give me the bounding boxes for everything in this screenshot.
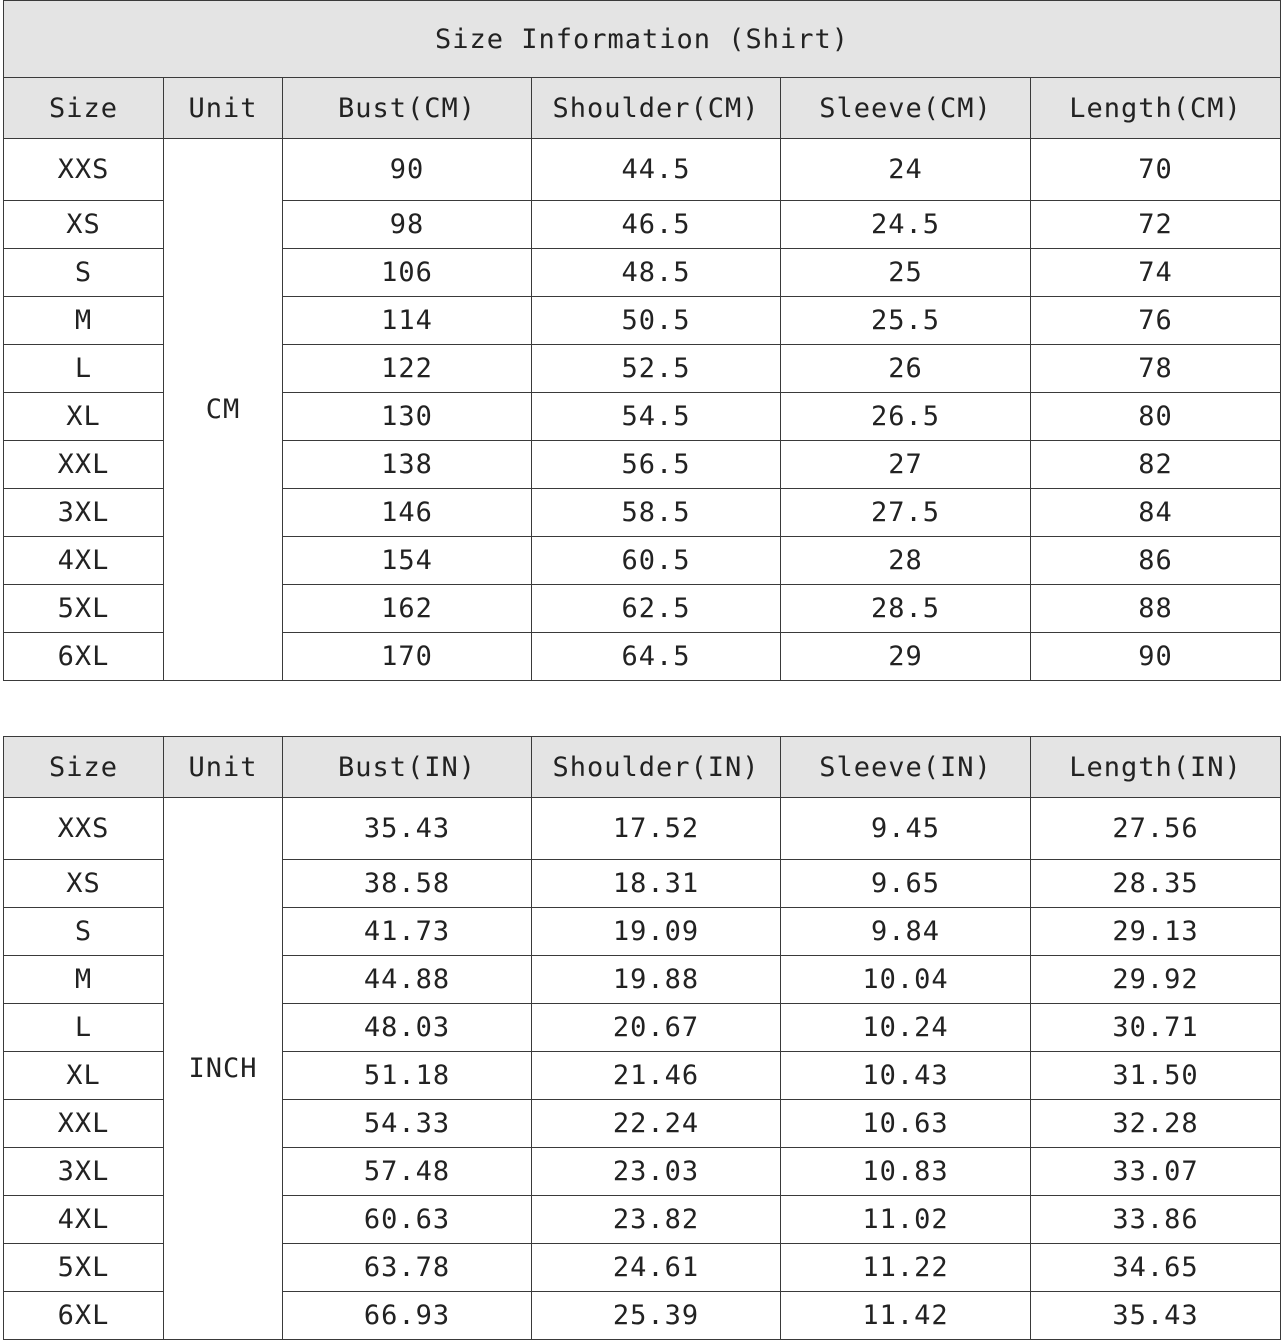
cell-sleeve: 10.04 xyxy=(781,956,1031,1004)
cell-length: 33.07 xyxy=(1031,1148,1281,1196)
header-cell: Sleeve(IN) xyxy=(781,737,1031,798)
cell-size: 5XL xyxy=(4,585,164,633)
header-cell: Shoulder(IN) xyxy=(532,737,781,798)
cell-length: 74 xyxy=(1031,249,1281,297)
cell-sleeve: 11.42 xyxy=(781,1292,1031,1340)
cell-length: 33.86 xyxy=(1031,1196,1281,1244)
cell-sleeve: 9.84 xyxy=(781,908,1031,956)
cell-size: XXS xyxy=(4,139,164,201)
cell-sleeve: 26.5 xyxy=(781,393,1031,441)
cell-length: 35.43 xyxy=(1031,1292,1281,1340)
header-cell: Unit xyxy=(164,737,283,798)
cell-sleeve: 27.5 xyxy=(781,489,1031,537)
cell-length: 90 xyxy=(1031,633,1281,681)
table-row xyxy=(4,139,1281,201)
cell-bust: 170 xyxy=(283,633,532,681)
cell-size: S xyxy=(4,908,164,956)
cell-sleeve: 11.02 xyxy=(781,1196,1031,1244)
cell-shoulder: 58.5 xyxy=(532,489,781,537)
table-row xyxy=(4,798,1281,860)
cell-bust: 57.48 xyxy=(283,1148,532,1196)
cell-length: 29.13 xyxy=(1031,908,1281,956)
cell-bust: 48.03 xyxy=(283,1004,532,1052)
cell-size: 4XL xyxy=(4,537,164,585)
cell-bust: 114 xyxy=(283,297,532,345)
cell-length: 78 xyxy=(1031,345,1281,393)
header-cell: Length(CM) xyxy=(1031,78,1281,139)
header-cell: Length(IN) xyxy=(1031,737,1281,798)
cell-length: 31.50 xyxy=(1031,1052,1281,1100)
cell-size: XL xyxy=(4,1052,164,1100)
cell-sleeve: 28 xyxy=(781,537,1031,585)
cell-shoulder: 52.5 xyxy=(532,345,781,393)
cell-sleeve: 11.22 xyxy=(781,1244,1031,1292)
cell-sleeve: 24 xyxy=(781,139,1031,201)
cell-sleeve: 10.63 xyxy=(781,1100,1031,1148)
cell-size: M xyxy=(4,297,164,345)
cell-length: 32.28 xyxy=(1031,1100,1281,1148)
cell-shoulder: 23.03 xyxy=(532,1148,781,1196)
cell-shoulder: 17.52 xyxy=(532,798,781,860)
cell-sleeve: 26 xyxy=(781,345,1031,393)
header-cell: Bust(IN) xyxy=(283,737,532,798)
cell-size: XXL xyxy=(4,441,164,489)
cell-length: 70 xyxy=(1031,139,1281,201)
cell-bust: 66.93 xyxy=(283,1292,532,1340)
cell-sleeve: 24.5 xyxy=(781,201,1031,249)
header-cell: Sleeve(CM) xyxy=(781,78,1031,139)
cell-bust: 138 xyxy=(283,441,532,489)
cell-size: XS xyxy=(4,860,164,908)
cell-shoulder: 23.82 xyxy=(532,1196,781,1244)
cell-bust: 60.63 xyxy=(283,1196,532,1244)
cell-bust: 162 xyxy=(283,585,532,633)
cell-length: 27.56 xyxy=(1031,798,1281,860)
cell-bust: 130 xyxy=(283,393,532,441)
cell-sleeve: 9.65 xyxy=(781,860,1031,908)
cell-sleeve: 25.5 xyxy=(781,297,1031,345)
header-row xyxy=(4,737,1281,798)
cell-size: XS xyxy=(4,201,164,249)
header-cell: Unit xyxy=(164,78,283,139)
cell-bust: 51.18 xyxy=(283,1052,532,1100)
cell-size: L xyxy=(4,1004,164,1052)
cell-shoulder: 50.5 xyxy=(532,297,781,345)
cell-size: 6XL xyxy=(4,1292,164,1340)
cell-bust: 54.33 xyxy=(283,1100,532,1148)
cell-shoulder: 46.5 xyxy=(532,201,781,249)
cell-size: M xyxy=(4,956,164,1004)
cell-length: 82 xyxy=(1031,441,1281,489)
unit-cell: CM xyxy=(164,139,283,681)
cell-length: 30.71 xyxy=(1031,1004,1281,1052)
cell-size: XXS xyxy=(4,798,164,860)
cell-shoulder: 19.09 xyxy=(532,908,781,956)
cell-bust: 63.78 xyxy=(283,1244,532,1292)
header-cell: Size xyxy=(4,78,164,139)
cell-shoulder: 60.5 xyxy=(532,537,781,585)
cell-size: 6XL xyxy=(4,633,164,681)
page-title: Size Information (Shirt) xyxy=(4,1,1281,78)
header-cell: Shoulder(CM) xyxy=(532,78,781,139)
cell-shoulder: 19.88 xyxy=(532,956,781,1004)
cell-bust: 38.58 xyxy=(283,860,532,908)
size-table-cm xyxy=(3,0,1281,681)
cell-shoulder: 20.67 xyxy=(532,1004,781,1052)
cell-shoulder: 54.5 xyxy=(532,393,781,441)
cell-sleeve: 10.83 xyxy=(781,1148,1031,1196)
cell-length: 29.92 xyxy=(1031,956,1281,1004)
cell-bust: 154 xyxy=(283,537,532,585)
cell-length: 80 xyxy=(1031,393,1281,441)
cell-length: 88 xyxy=(1031,585,1281,633)
cell-shoulder: 64.5 xyxy=(532,633,781,681)
size-table-inch xyxy=(3,736,1281,1340)
cell-length: 76 xyxy=(1031,297,1281,345)
cell-size: 5XL xyxy=(4,1244,164,1292)
cell-shoulder: 18.31 xyxy=(532,860,781,908)
cell-length: 84 xyxy=(1031,489,1281,537)
cell-bust: 41.73 xyxy=(283,908,532,956)
cell-bust: 90 xyxy=(283,139,532,201)
cell-size: 3XL xyxy=(4,489,164,537)
header-row xyxy=(4,78,1281,139)
cell-sleeve: 25 xyxy=(781,249,1031,297)
cell-bust: 122 xyxy=(283,345,532,393)
cell-shoulder: 24.61 xyxy=(532,1244,781,1292)
cell-size: S xyxy=(4,249,164,297)
cell-sleeve: 29 xyxy=(781,633,1031,681)
header-cell: Size xyxy=(4,737,164,798)
cell-size: L xyxy=(4,345,164,393)
cell-shoulder: 44.5 xyxy=(532,139,781,201)
cell-sleeve: 28.5 xyxy=(781,585,1031,633)
cell-sleeve: 10.43 xyxy=(781,1052,1031,1100)
cell-length: 72 xyxy=(1031,201,1281,249)
cell-size: XL xyxy=(4,393,164,441)
cell-bust: 106 xyxy=(283,249,532,297)
header-cell: Bust(CM) xyxy=(283,78,532,139)
cell-sleeve: 27 xyxy=(781,441,1031,489)
cell-bust: 35.43 xyxy=(283,798,532,860)
cell-shoulder: 62.5 xyxy=(532,585,781,633)
cell-bust: 98 xyxy=(283,201,532,249)
cell-bust: 146 xyxy=(283,489,532,537)
cell-shoulder: 48.5 xyxy=(532,249,781,297)
cell-size: 4XL xyxy=(4,1196,164,1244)
cell-shoulder: 25.39 xyxy=(532,1292,781,1340)
cell-length: 86 xyxy=(1031,537,1281,585)
cell-length: 34.65 xyxy=(1031,1244,1281,1292)
unit-cell: INCH xyxy=(164,798,283,1340)
cell-size: XXL xyxy=(4,1100,164,1148)
cell-sleeve: 10.24 xyxy=(781,1004,1031,1052)
cell-shoulder: 22.24 xyxy=(532,1100,781,1148)
cell-shoulder: 21.46 xyxy=(532,1052,781,1100)
cell-shoulder: 56.5 xyxy=(532,441,781,489)
cell-bust: 44.88 xyxy=(283,956,532,1004)
cell-length: 28.35 xyxy=(1031,860,1281,908)
cell-sleeve: 9.45 xyxy=(781,798,1031,860)
cell-size: 3XL xyxy=(4,1148,164,1196)
